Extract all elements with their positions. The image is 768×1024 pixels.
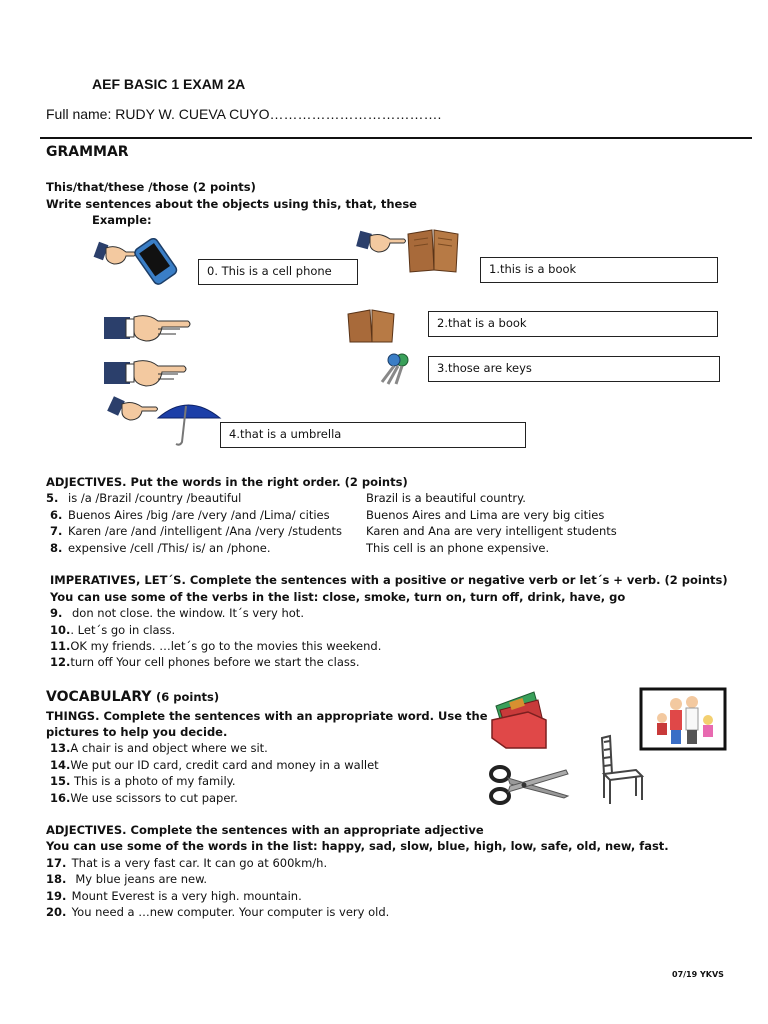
item-number: 9. bbox=[50, 606, 63, 620]
item-prompt: is /a /Brazil /country /beautiful bbox=[68, 491, 242, 505]
demonstratives-instruction: Write sentences about the objects using this, that, these bbox=[46, 197, 417, 211]
things-instruction-1: THINGS. Complete the sentences with an appropriate word. Use the bbox=[46, 709, 488, 723]
list-item bbox=[50, 741, 268, 755]
family-photo-icon bbox=[640, 688, 726, 750]
vocabulary-heading bbox=[46, 688, 219, 706]
example-label: Example: bbox=[92, 213, 152, 227]
list-item bbox=[46, 856, 327, 870]
item-text: Mount Everest is a very high. mountain. bbox=[71, 889, 302, 903]
item-number: 19. bbox=[46, 889, 67, 903]
list-item bbox=[50, 623, 175, 637]
item-prompt: expensive /cell /This/ is/ an /phone. bbox=[68, 541, 271, 555]
item-number: 5. bbox=[46, 491, 59, 505]
book-icon bbox=[404, 224, 464, 274]
vocab-adjectives-instruction: You can use some of the words in the list: happy, sad, slow, blue, high, low, safe, old, new, fast. bbox=[46, 839, 669, 853]
full-name-line: Full name: RUDY W. CUEVA CUYO………………………………. bbox=[46, 106, 442, 122]
item-text: We put our ID card, credit card and money in a wallet bbox=[70, 758, 379, 772]
book-icon bbox=[346, 308, 398, 344]
vocabulary-heading-text: VOCABULARY bbox=[46, 689, 152, 705]
item-text: My blue jeans are new. bbox=[75, 872, 208, 886]
item-prompt: Karen /are /and /intelligent /Ana /very /students bbox=[68, 524, 343, 538]
pointing-hand-icon bbox=[358, 228, 408, 258]
list-item bbox=[50, 639, 381, 653]
list-item bbox=[46, 889, 302, 903]
list-item bbox=[50, 541, 271, 555]
keys-icon bbox=[374, 352, 414, 386]
answer-box-1: 1.this is a book bbox=[480, 257, 718, 283]
demonstratives-title bbox=[46, 180, 256, 194]
scissors-icon bbox=[488, 760, 570, 808]
imperatives-title: IMPERATIVES, LET´S. Complete the sentences with a positive or negative verb or let´s + verb. (2 points) bbox=[50, 573, 728, 587]
item-text: turn off Your cell phones before we start the class. bbox=[70, 655, 360, 669]
item-text: don not close. the window. It´s very hot. bbox=[72, 606, 304, 620]
answer-box-4: 4.that is a umbrella bbox=[220, 422, 526, 448]
page-footer: 07/19 YKVS bbox=[672, 970, 724, 979]
header-divider bbox=[40, 137, 752, 139]
item-text: That is a very fast car. It can go at 600km/h. bbox=[71, 856, 328, 870]
item-number: 16. bbox=[50, 791, 71, 805]
item-number: 14. bbox=[50, 758, 71, 772]
item-prompt: Buenos Aires /big /are /very /and /Lima/ cities bbox=[68, 508, 330, 522]
item-text: You need a …new computer. Your computer is very old. bbox=[71, 905, 390, 919]
item-answer: Karen and Ana are very intelligent students bbox=[366, 524, 617, 538]
chair-icon bbox=[596, 734, 646, 806]
item-number: 13. bbox=[50, 741, 71, 755]
item-number: 8. bbox=[50, 541, 63, 555]
item-number: 12. bbox=[50, 655, 71, 669]
item-text: OK my friends. …let´s go to the movies this weekend. bbox=[70, 639, 382, 653]
pointing-hand-icon bbox=[104, 356, 188, 390]
list-item bbox=[50, 508, 330, 522]
umbrella-icon bbox=[156, 398, 222, 448]
item-answer: This cell is an phone expensive. bbox=[366, 541, 550, 555]
vocabulary-points: (6 points) bbox=[156, 690, 220, 704]
list-item bbox=[50, 606, 304, 620]
item-number: 6. bbox=[50, 508, 63, 522]
item-text: A chair is and object where we sit. bbox=[70, 741, 268, 755]
item-number: 20. bbox=[46, 905, 67, 919]
list-item bbox=[50, 524, 342, 538]
answer-box-3: 3.those are keys bbox=[428, 356, 720, 382]
item-answer: Brazil is a beautiful country. bbox=[366, 491, 526, 505]
item-text: We use scissors to cut paper. bbox=[70, 791, 238, 805]
grammar-heading: GRAMMAR bbox=[46, 144, 129, 160]
pointing-hand-icon bbox=[110, 396, 160, 426]
item-number: 17. bbox=[46, 856, 67, 870]
list-item bbox=[46, 905, 389, 919]
answer-box-2: 2.that is a book bbox=[428, 311, 718, 337]
list-item bbox=[50, 791, 238, 805]
item-text: . Let´s go in class. bbox=[70, 623, 176, 637]
exam-title: AEF BASIC 1 EXAM 2A bbox=[92, 76, 246, 92]
list-item bbox=[46, 491, 241, 505]
item-number: 11. bbox=[50, 639, 71, 653]
list-item bbox=[46, 872, 207, 886]
list-item bbox=[50, 655, 360, 669]
item-number: 15. bbox=[50, 774, 71, 788]
list-item bbox=[50, 774, 235, 788]
item-text: This is a photo of my family. bbox=[74, 774, 236, 788]
list-item bbox=[50, 758, 379, 772]
pointing-hand-icon bbox=[104, 311, 192, 347]
answer-box-0: 0. This is a cell phone bbox=[198, 259, 358, 285]
demonstratives-points: (2 points) bbox=[192, 180, 256, 194]
item-number: 18. bbox=[46, 872, 67, 886]
vocab-adjectives-title: ADJECTIVES. Complete the sentences with an appropriate adjective bbox=[46, 823, 484, 837]
cell-phone-icon bbox=[128, 238, 184, 282]
demonstratives-title-text: This/that/these /those bbox=[46, 180, 189, 194]
imperatives-instruction: You can use some of the verbs in the list: close, smoke, turn on, turn off, drink, have, go bbox=[50, 590, 626, 604]
item-number: 10. bbox=[50, 623, 71, 637]
item-number: 7. bbox=[50, 524, 63, 538]
item-answer: Buenos Aires and Lima are very big cities bbox=[366, 508, 605, 522]
things-instruction-2: pictures to help you decide. bbox=[46, 725, 228, 739]
wallet-icon bbox=[484, 686, 560, 752]
adjective-order-title: ADJECTIVES. Put the words in the right order. (2 points) bbox=[46, 475, 408, 489]
